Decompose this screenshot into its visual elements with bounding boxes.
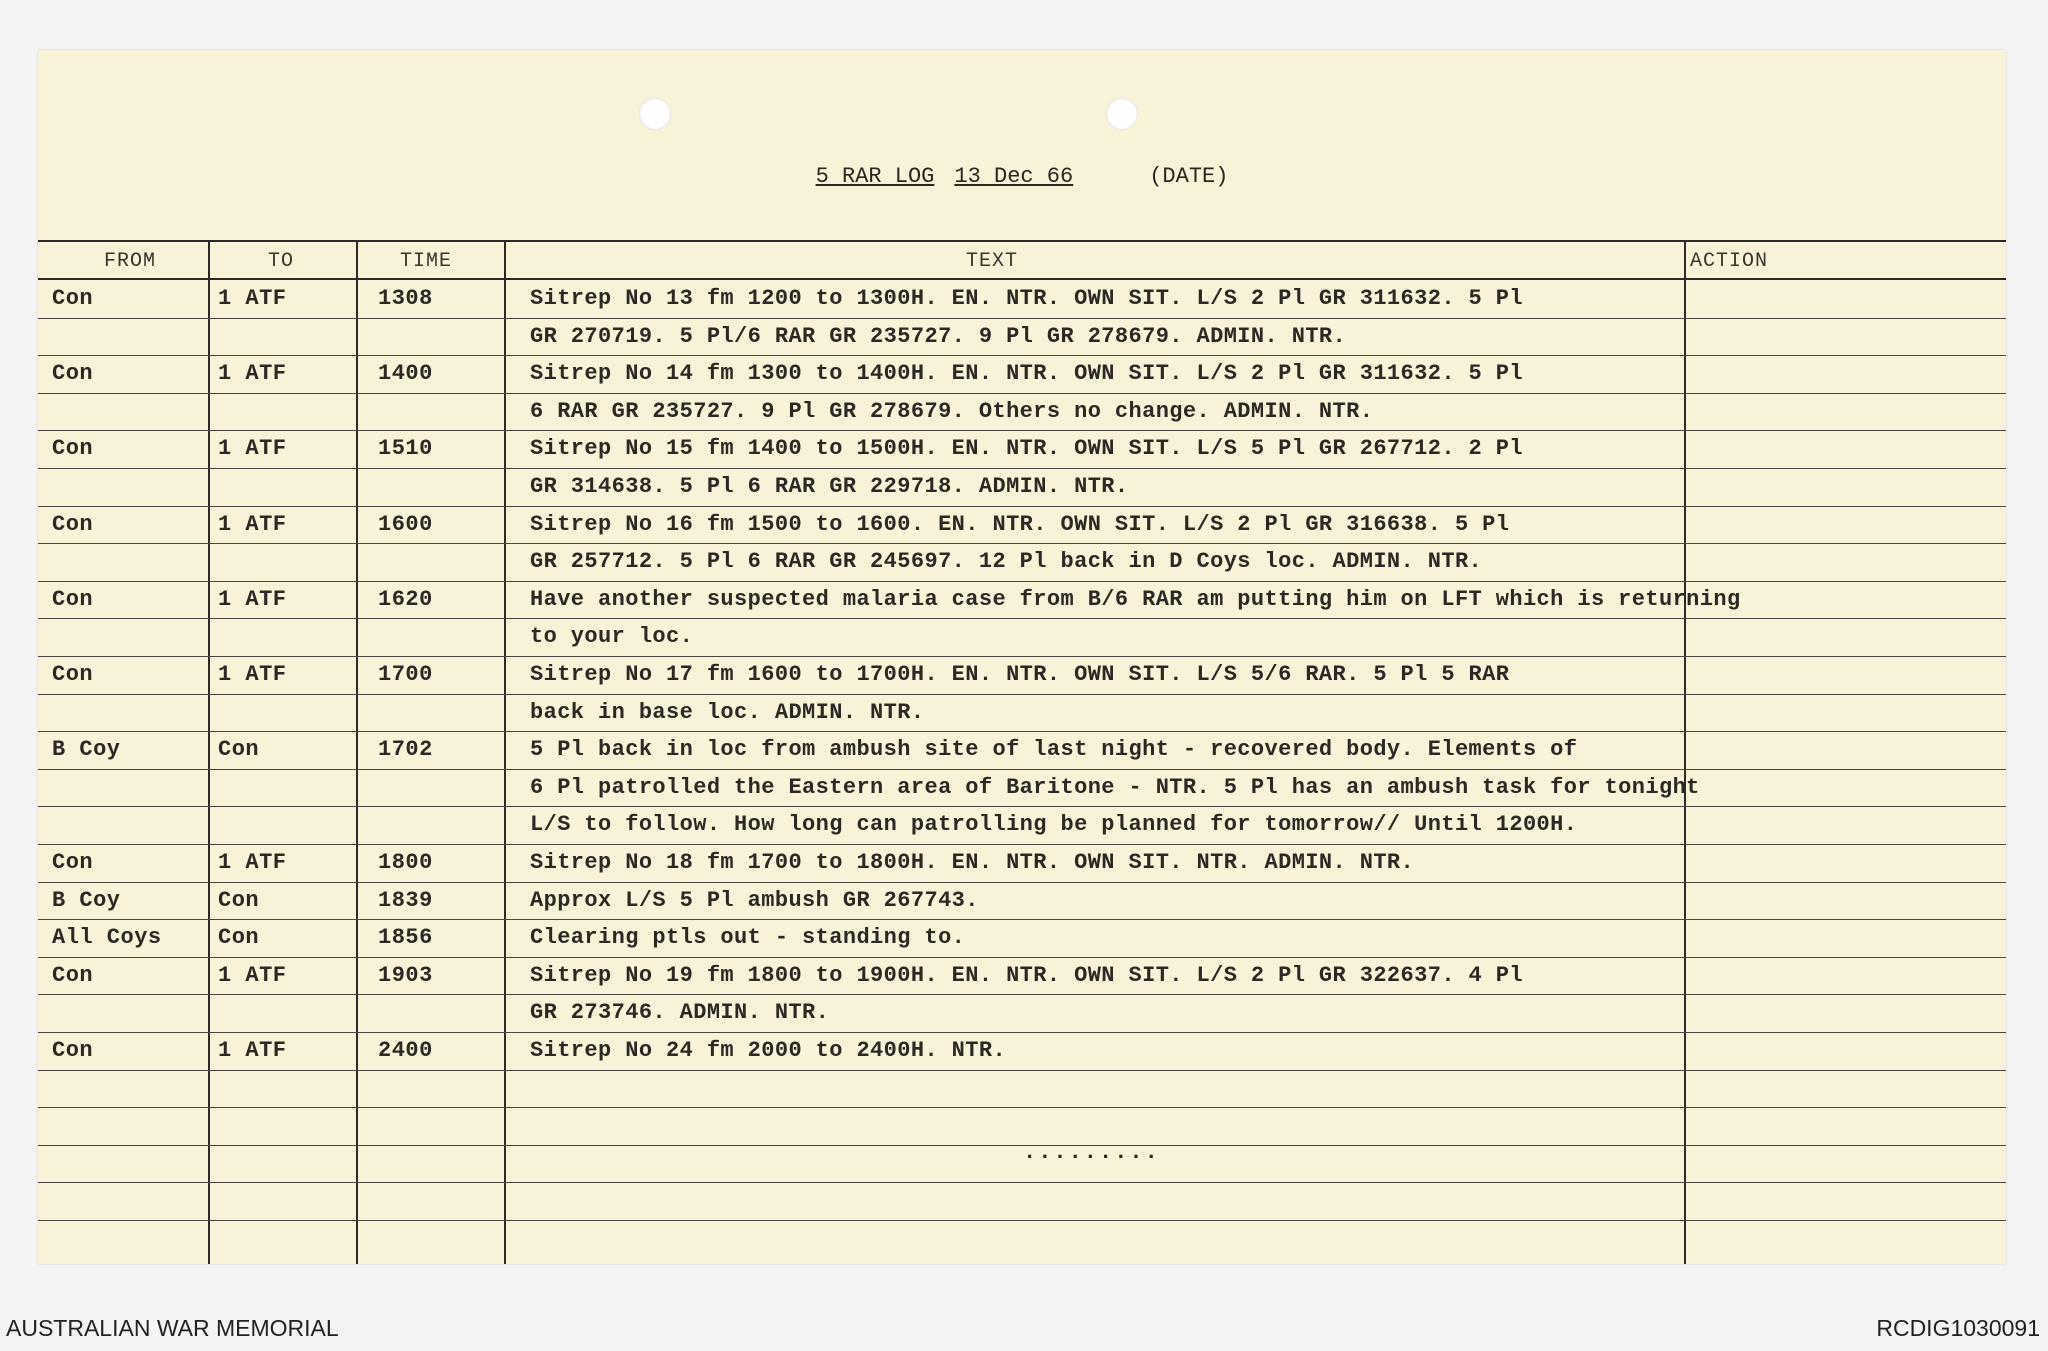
entry-text-line: GR 257712. 5 Pl 6 RAR GR 245697. 12 Pl back in D Coys loc. ADMIN. NTR. (530, 549, 1483, 575)
entry-text-line: back in base loc. ADMIN. NTR. (530, 699, 925, 725)
row-rule (38, 1145, 2006, 1146)
entry-time: 1839 (378, 887, 433, 913)
entry-to: Con (218, 737, 260, 763)
entry-text-line: GR 270719. 5 Pl/6 RAR GR 235727. 9 Pl GR 278679. ADMIN. NTR. (530, 323, 1347, 349)
entry-time: 1600 (378, 511, 433, 537)
row-rule (38, 769, 2006, 770)
entry-text-line: L/S to follow. How long can patrolling be planned for tomorrow// Until 1200H. (530, 812, 1578, 838)
entry-from: Con (52, 511, 94, 537)
entry-time: 1702 (378, 737, 433, 763)
row-rule (38, 1107, 2006, 1108)
entry-text-line: to your loc. (530, 624, 694, 650)
entry-from: Con (52, 286, 94, 311)
row-rule (38, 1070, 2006, 1071)
entry-to: Con (218, 887, 260, 913)
table-top-rule (38, 240, 2006, 242)
entry-text-line: Sitrep No 18 fm 1700 to 1800H. EN. NTR. OWN SIT. NTR. ADMIN. NTR. (530, 850, 1415, 875)
entry-to: 1 ATF (218, 436, 287, 462)
row-rule (38, 1032, 2006, 1033)
entry-time: 1700 (378, 662, 433, 687)
col-header-time: TIME (400, 250, 453, 273)
row-rule (38, 844, 2006, 845)
row-rule (38, 543, 2006, 544)
col-header-text: TEXT (966, 250, 1019, 273)
entry-from: Con (52, 586, 94, 612)
entry-time: 1856 (378, 925, 433, 951)
row-rule (38, 731, 2006, 732)
row-rule (38, 994, 2006, 995)
entry-to: 1 ATF (218, 586, 287, 612)
entry-to: 1 ATF (218, 286, 287, 311)
entry-text-line: Sitrep No 19 fm 1800 to 1900H. EN. NTR. OWN SIT. L/S 2 Pl GR 322637. 4 Pl (530, 962, 1523, 988)
col-header-to: TO (268, 250, 295, 273)
punch-hole (1106, 98, 1138, 130)
entry-from: Con (52, 850, 94, 875)
row-rule (38, 581, 2006, 582)
entry-from: Con (52, 1038, 94, 1063)
row-rule (38, 318, 2006, 319)
entry-from: Con (52, 662, 94, 687)
entry-text-line: 6 Pl patrolled the Eastern area of Baritone - NTR. 5 Pl has an ambush task for tonight (530, 774, 1700, 800)
date-label: (DATE) (1149, 164, 1229, 189)
entry-text-line: Sitrep No 13 fm 1200 to 1300H. EN. NTR. OWN SIT. L/S 2 Pl GR 311632. 5 Pl (530, 286, 1523, 311)
row-rule (38, 1182, 2006, 1183)
footer-id: RCDIG1030091 (1876, 1315, 2040, 1341)
entry-text-line: Sitrep No 24 fm 2000 to 2400H. NTR. (530, 1038, 1007, 1063)
log-title (38, 164, 2006, 189)
entry-text-line: 6 RAR GR 235727. 9 Pl GR 278679. Others no change. ADMIN. NTR. (530, 398, 1374, 424)
row-rule (38, 957, 2006, 958)
entry-from: B Coy (52, 887, 121, 913)
entry-to: 1 ATF (218, 850, 287, 875)
row-rule (38, 618, 2006, 619)
entry-from: B Coy (52, 737, 121, 763)
row-rule (38, 430, 2006, 431)
footer-credit: AUSTRALIAN WAR MEMORIAL (6, 1315, 339, 1341)
entry-to: 1 ATF (218, 662, 287, 687)
entry-text-line: GR 314638. 5 Pl 6 RAR GR 229718. ADMIN. NTR. (530, 474, 1129, 499)
entry-to: 1 ATF (218, 511, 287, 537)
entry-text-line: Clearing ptls out - standing to. (530, 925, 966, 951)
entry-time: 1308 (378, 286, 433, 311)
row-rule (38, 468, 2006, 469)
end-marker: ......... (1023, 1140, 1160, 1165)
punch-hole (639, 98, 671, 130)
row-rule (38, 1220, 2006, 1221)
entry-from: Con (52, 361, 94, 387)
entry-from: Con (52, 436, 94, 462)
entry-text-line: GR 273746. ADMIN. NTR. (530, 1000, 830, 1026)
row-rule (38, 919, 2006, 920)
row-rule (38, 355, 2006, 356)
entry-text-line: Sitrep No 14 fm 1300 to 1400H. EN. NTR. OWN SIT. L/S 2 Pl GR 311632. 5 Pl (530, 361, 1523, 387)
entry-time: 1800 (378, 850, 433, 875)
entry-time: 2400 (378, 1038, 433, 1063)
entry-text-line: Sitrep No 15 fm 1400 to 1500H. EN. NTR. OWN SIT. L/S 5 Pl GR 267712. 2 Pl (530, 436, 1523, 462)
entry-from: All Coys (52, 925, 162, 951)
entry-time: 1400 (378, 361, 433, 387)
row-rule (38, 506, 2006, 507)
entry-to: 1 ATF (218, 361, 287, 387)
col-header-from: FROM (104, 250, 157, 273)
entry-from: Con (52, 962, 94, 988)
row-rule (38, 393, 2006, 394)
entry-text-line: Approx L/S 5 Pl ambush GR 267743. (530, 887, 979, 913)
entry-time: 1903 (378, 962, 433, 988)
header-bottom-rule (38, 278, 2006, 280)
entry-time: 1620 (378, 586, 433, 612)
row-rule (38, 656, 2006, 657)
entry-to: 1 ATF (218, 962, 287, 988)
row-rule (38, 806, 2006, 807)
log-unit: 5 RAR LOG (815, 164, 935, 189)
entry-text-line: Sitrep No 16 fm 1500 to 1600. EN. NTR. OWN SIT. L/S 2 Pl GR 316638. 5 Pl (530, 511, 1510, 537)
entry-text-line: Have another suspected malaria case from B/6 RAR am putting him on LFT which is returning (530, 586, 1741, 612)
entry-to: 1 ATF (218, 1038, 287, 1063)
row-rule (38, 882, 2006, 883)
col-header-action: ACTION (1690, 250, 1769, 273)
log-date: 13 Dec 66 (954, 164, 1074, 189)
entry-to: Con (218, 925, 260, 951)
entry-time: 1510 (378, 436, 433, 462)
entry-text-line: 5 Pl back in loc from ambush site of last night - recovered body. Elements of (530, 737, 1578, 763)
row-rule (38, 694, 2006, 695)
entry-text-line: Sitrep No 17 fm 1600 to 1700H. EN. NTR. OWN SIT. L/S 5/6 RAR. 5 Pl 5 RAR (530, 662, 1510, 687)
log-sheet (38, 50, 2006, 1264)
